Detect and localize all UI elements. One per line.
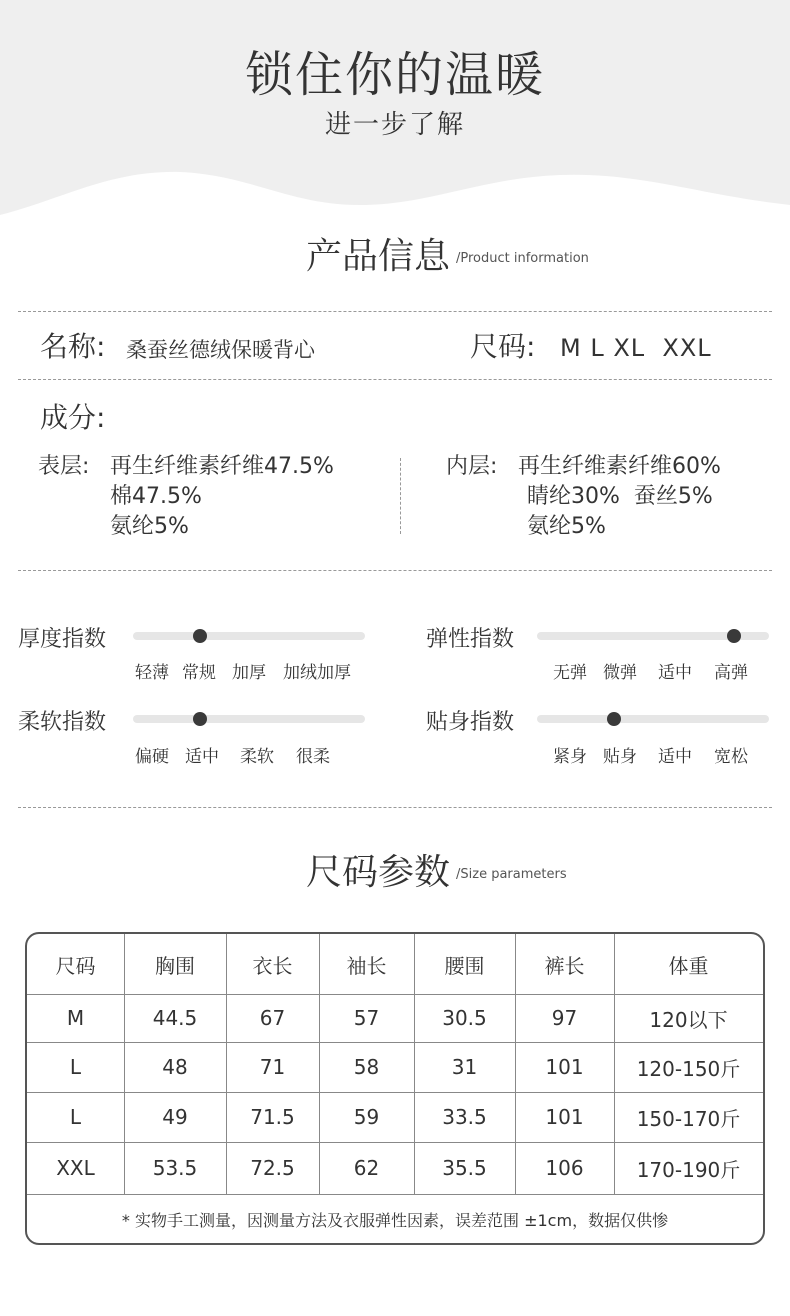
index-label: 弹性指数 [426,627,515,652]
table-cell: 30.5 [442,1006,487,1030]
table-cell: L [69,1055,82,1079]
index-option: 轻薄 [135,663,169,683]
table-cell: 48 [162,1055,188,1079]
index-marker [193,629,207,643]
divider [18,311,772,312]
index-option: 加厚 [232,663,266,683]
table-cell: 62 [353,1156,380,1180]
outer-layer-label: 表层: [38,454,90,479]
product-info-subtitle: /Product information [456,251,589,266]
index-track [133,715,365,723]
index-option: 加绒加厚 [283,663,351,683]
table-header-cell: 腰围 [444,953,485,978]
table-cell: 71.5 [250,1105,295,1129]
table-note: * 实物手工测量，因测量方法及衣服弹性因素，误差范围 ±1cm，数据仅供惨 [121,1210,669,1230]
size-params-title: 尺码参数 [306,852,451,893]
table-cell: 120以下 [649,1007,728,1032]
table-cell: 57 [353,1006,380,1030]
table-cell: XXL [56,1156,95,1180]
table-rule [27,1092,763,1093]
table-header-cell: 胸围 [155,953,195,978]
table-cell: 49 [162,1105,188,1129]
index-option: 无弹 [553,663,587,683]
table-rule [515,934,516,1194]
inner-line: 睛纶30% 蚕丝5% [527,484,713,509]
index-option: 适中 [658,663,692,683]
table-header-cell: 袖长 [346,953,387,978]
table-rule [319,934,320,1194]
composition-label: 成分: [40,401,106,434]
table-cell: 106 [545,1156,584,1180]
table-rule [27,994,763,995]
size-table [25,932,765,1245]
index-option: 宽松 [714,747,748,767]
table-cell: 58 [353,1055,380,1079]
index-marker [727,629,741,643]
table-cell: 120-150斤 [636,1056,741,1081]
index-marker [193,712,207,726]
index-track [537,715,769,723]
index-option: 常规 [182,663,216,683]
table-cell: 67 [259,1006,286,1030]
table-cell: 101 [545,1055,584,1079]
table-rule [27,1142,763,1143]
table-rule [226,934,227,1194]
inner-line: 氨纶5% [527,514,606,539]
table-cell: 97 [551,1006,578,1030]
size-value: M L XL XXL [560,334,712,362]
outer-line: 再生纤维素纤维47.5% [110,454,334,479]
table-cell: 33.5 [442,1105,487,1129]
index-option: 贴身 [603,747,637,767]
table-cell: 31 [451,1055,478,1079]
table-cell: 150-170斤 [636,1106,741,1131]
table-header-cell: 体重 [668,953,709,978]
outer-line: 氨纶5% [110,514,189,539]
index-label: 柔软指数 [18,710,107,735]
table-cell: L [69,1105,82,1129]
table-cell: 170-190斤 [636,1157,741,1182]
divider [18,570,772,571]
name-label: 名称: [40,330,106,363]
size-label: 尺码: [470,330,536,363]
index-option: 偏硬 [135,747,169,767]
index-option: 高弹 [714,663,748,683]
table-rule [414,934,415,1194]
table-rule [614,934,615,1194]
table-cell: 59 [353,1105,380,1129]
vertical-divider [400,458,401,534]
name-value: 桑蚕丝德绒保暖背心 [126,338,315,362]
banner-subtitle: 进一步了解 [324,110,465,140]
index-option: 适中 [185,747,219,767]
index-option: 适中 [658,747,692,767]
inner-line: 再生纤维素纤维60% [518,454,721,479]
table-rule [124,934,125,1194]
product-info-title: 产品信息 [306,236,451,277]
table-cell: 71 [259,1055,286,1079]
index-label: 厚度指数 [18,627,107,652]
index-label: 贴身指数 [426,710,515,735]
index-track [133,632,365,640]
divider [18,379,772,380]
index-option: 柔软 [240,747,274,767]
table-header-cell: 尺码 [55,953,96,978]
outer-line: 棉47.5% [110,484,202,509]
index-option: 紧身 [553,747,587,767]
index-option: 很柔 [296,747,330,767]
banner-title: 锁住你的温暖 [244,47,545,103]
index-option: 微弹 [603,663,637,683]
divider [18,807,772,808]
size-params-subtitle: /Size parameters [456,867,567,882]
table-cell: 101 [545,1105,584,1129]
index-marker [607,712,621,726]
inner-layer-label: 内层: [446,454,498,479]
table-rule [27,1042,763,1043]
table-cell: 53.5 [152,1156,198,1180]
table-cell: 35.5 [442,1156,487,1180]
table-header-cell: 衣长 [252,953,293,978]
table-header-cell: 裤长 [544,953,585,978]
table-cell: 44.5 [152,1006,198,1030]
table-cell: M [66,1006,85,1030]
table-cell: 72.5 [250,1156,295,1180]
